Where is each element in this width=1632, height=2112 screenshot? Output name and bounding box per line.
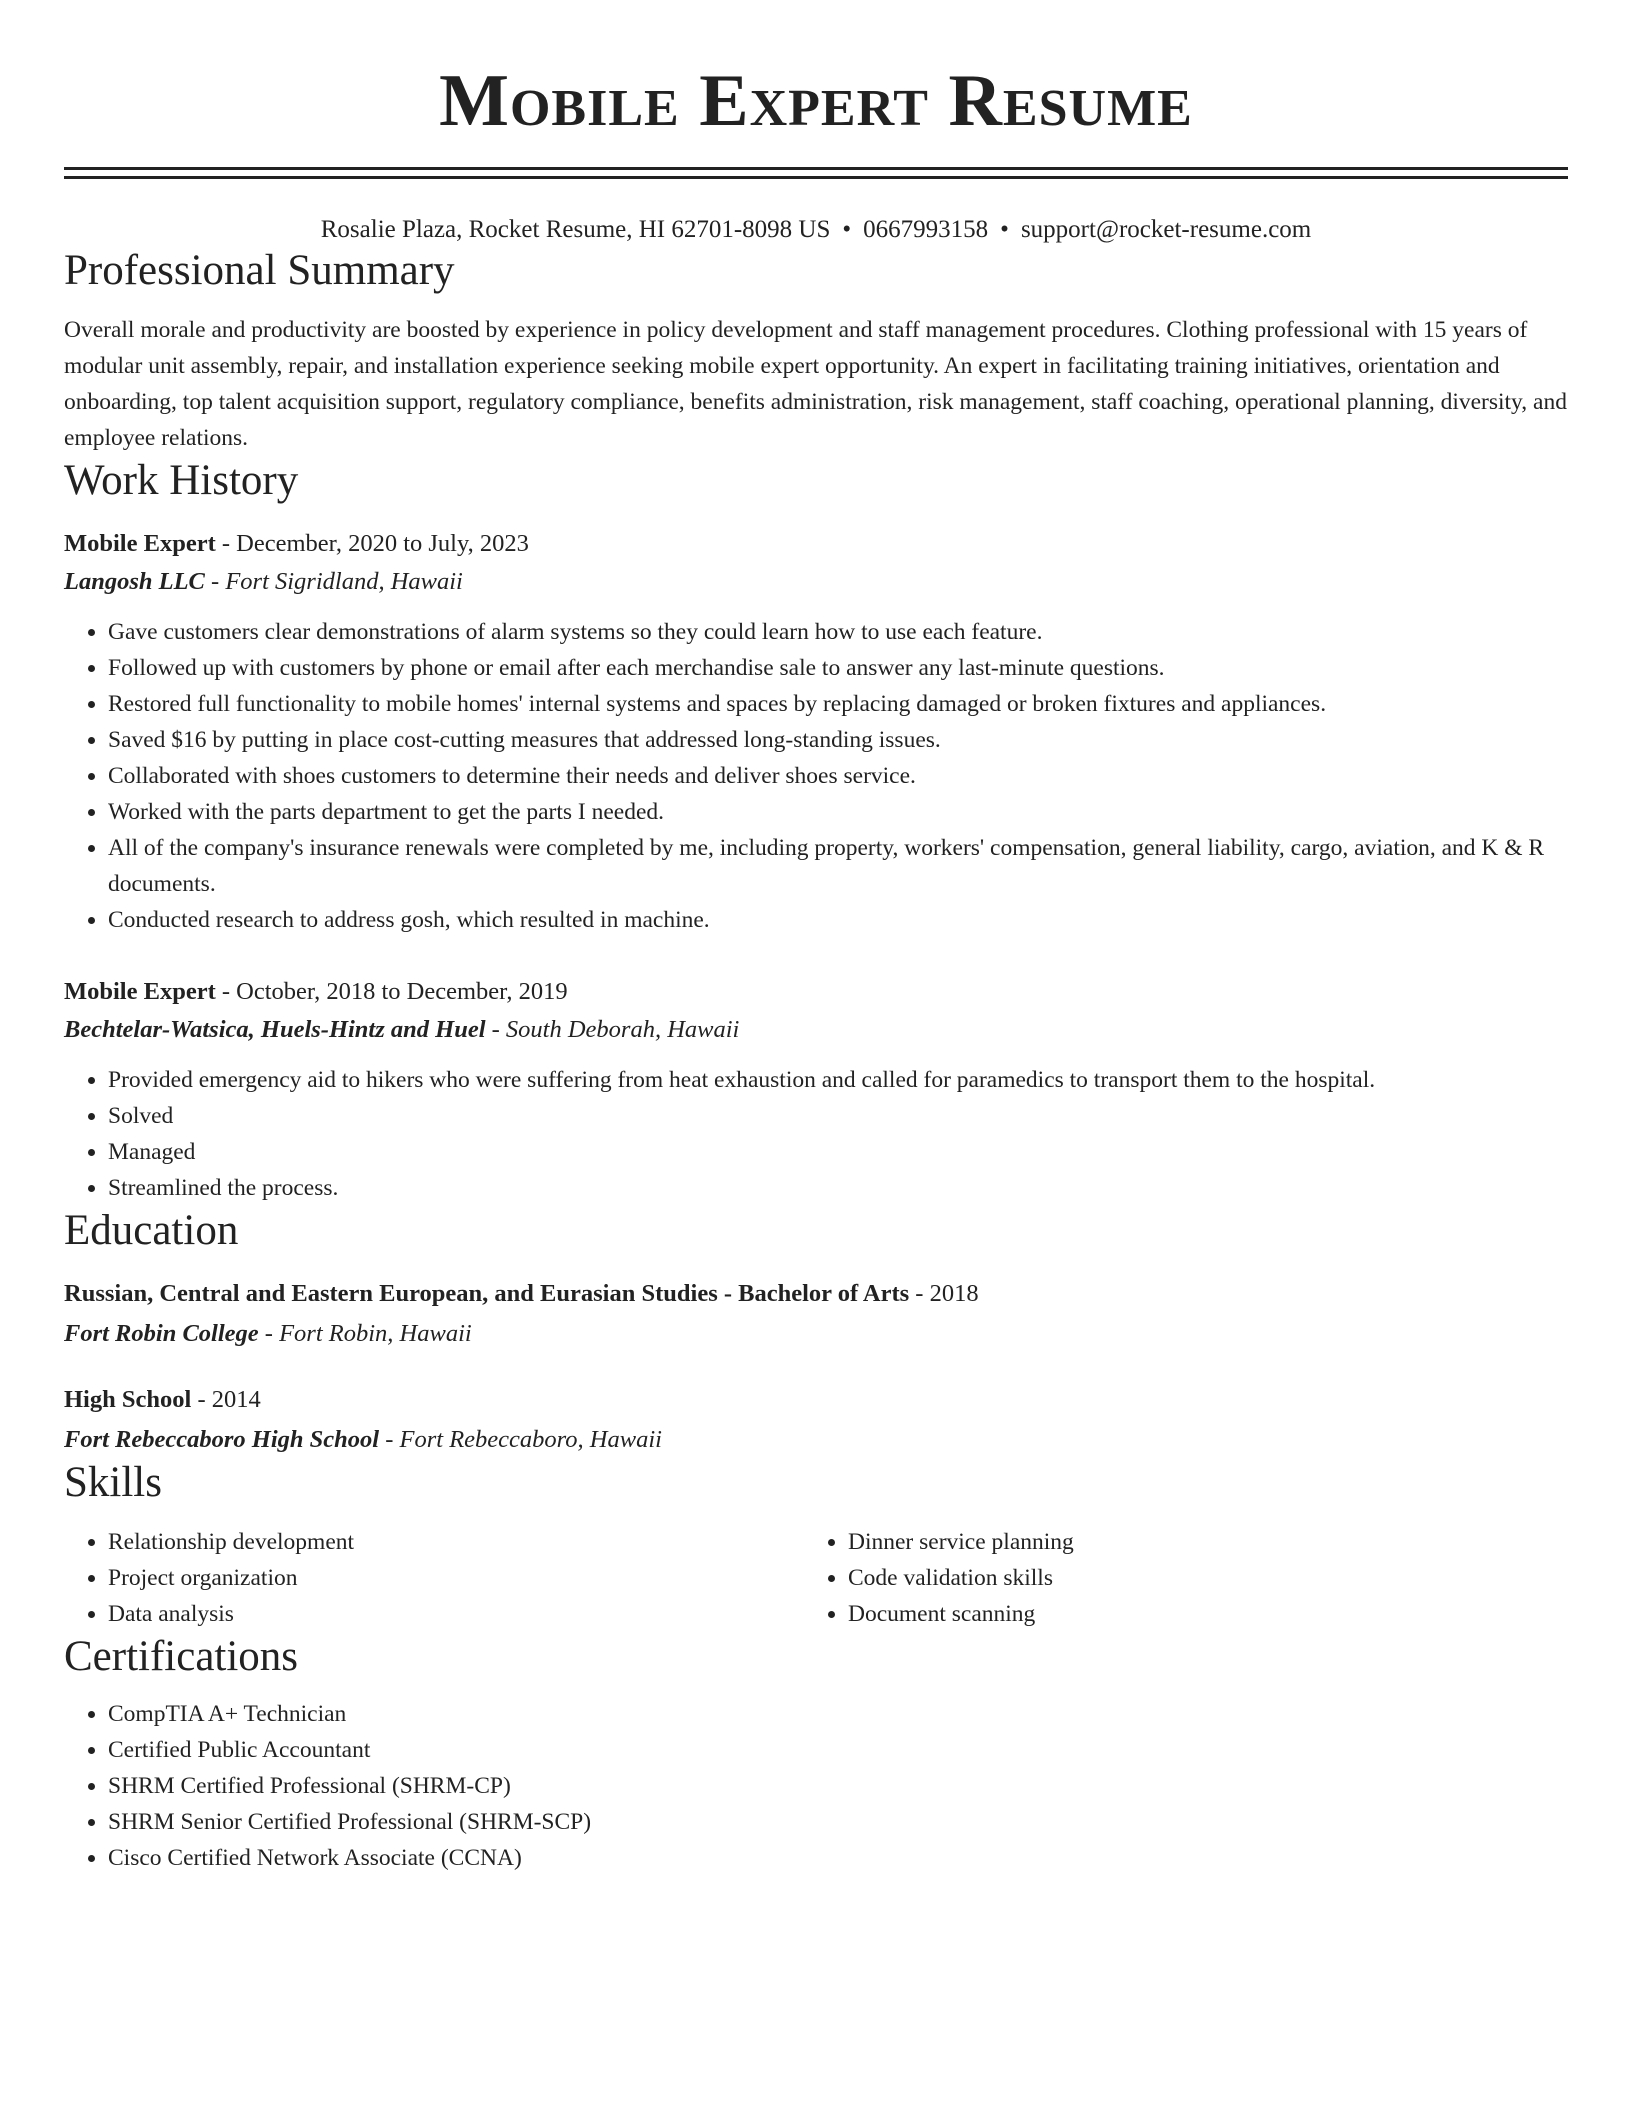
contact-email: support@rocket-resume.com [1020,216,1312,243]
list-item: • Relationship development [108,1524,804,1560]
list-item: • Restored full functionality to mobile homes' internal systems and spaces by replacing damaged or broken fixtures and appliances. [108,686,1568,722]
contact-phone: 0667993158 [863,216,989,243]
job-duties-list [64,614,1568,938]
list-item: • All of the company's insurance renewals were completed by me, including property, workers' compensation, general liability, cargo, aviation, and K & R documents. [108,830,1568,902]
list-item: • Streamlined the process. [108,1170,1568,1206]
education-school-line [64,1422,1568,1458]
job-duties-list [64,1062,1568,1206]
list-item: • Document scanning [848,1596,1544,1632]
job-title: Mobile Expert [64,978,216,1005]
job-company-line [64,564,1568,600]
list-item: • SHRM Senior Certified Professional (SHRM-SCP) [108,1804,1568,1840]
skills-list-left [64,1524,804,1632]
job-entry [64,526,1568,938]
summary-text: Overall morale and productivity are boosted by experience in policy development and staff management procedures. Clothing professional with 15 years of modular unit assembly, repair, and installation experience seeking mobile expert opportunity. An expert in facilitating training initiatives, orientation and onboarding, top talent acquisition support, regulatory compliance, benefits administration, risk management, staff coaching, operational planning, diversity, and employee relations. [64,317,1567,451]
list-item: • Data analysis [108,1596,804,1632]
education-degree: High School [64,1386,192,1413]
summary-heading: Professional Summary [64,247,455,294]
skills-heading: Skills [64,1459,162,1506]
list-item: • Followed up with customers by phone or email after each merchandise sale to answer any last-minute questions. [108,650,1568,686]
job-title-line [64,974,1568,1010]
job-company-line [64,1012,1568,1048]
job-dates: - October, 2018 to December, 2019 [215,978,568,1005]
list-item: • SHRM Certified Professional (SHRM-CP) [108,1768,1568,1804]
certifications-heading: Certifications [64,1633,299,1680]
title-rule-top [64,167,1568,170]
education-school: Fort Robin College [64,1320,259,1347]
education-heading: Education [64,1207,239,1254]
list-item: • Code validation skills [848,1560,1544,1596]
list-item: • CompTIA A+ Technician [108,1696,1568,1732]
work-history-heading: Work History [64,457,299,504]
education-school-line [64,1316,1568,1352]
list-item: • Provided emergency aid to hikers who were suffering from heat exhaustion and called for paramedics to transport them to the hospital. [108,1062,1568,1098]
list-item: • Collaborated with shoes customers to determine their needs and deliver shoes service. [108,758,1568,794]
list-item: • Cisco Certified Network Associate (CCNA) [108,1840,1568,1876]
skills-list-right [804,1524,1544,1632]
contact-address: Rosalie Plaza, Rocket Resume, HI 62701-8098 US [320,216,831,243]
contact-line [64,214,1568,246]
education-degree-line [64,1382,1568,1418]
resume-title: Mobile Expert Resume [439,60,1193,142]
education-entry [64,1382,1568,1458]
list-item: • Worked with the parts department to get the parts I needed. [108,794,1568,830]
education-degree: Russian, Central and Eastern European, and Eurasian Studies - Bachelor of Arts [64,1280,910,1307]
education-location: - Fort Rebeccaboro, Hawaii [379,1426,662,1453]
job-title-line [64,526,1568,562]
job-dates: - December, 2020 to July, 2023 [215,530,529,557]
education-year: - 2018 [909,1280,979,1307]
job-title: Mobile Expert [64,530,216,557]
list-item: • Conducted research to address gosh, which resulted in machine. [108,902,1568,938]
contact-separator: • [842,216,852,243]
contact-separator: • [1000,216,1009,243]
skills-columns [64,1524,1568,1632]
education-year: - 2014 [191,1386,261,1413]
education-school: Fort Rebeccaboro High School [64,1426,380,1453]
job-location: - South Deborah, Hawaii [485,1016,740,1043]
list-item: • Gave customers clear demonstrations of alarm systems so they could learn how to use each feature. [108,614,1568,650]
title-rule-bottom [64,176,1568,179]
list-item: • Saved $16 by putting in place cost-cutting measures that addressed long-standing issues. [108,722,1568,758]
education-location: - Fort Robin, Hawaii [258,1320,472,1347]
list-item: • Solved [108,1098,1568,1134]
job-location: - Fort Sigridland, Hawaii [204,568,463,595]
job-entry [64,974,1568,1206]
list-item: • Dinner service planning [848,1524,1544,1560]
education-degree-line [64,1276,1568,1312]
certifications-list [64,1696,1568,1876]
job-company: Langosh LLC [64,568,205,595]
list-item: • Certified Public Accountant [108,1732,1568,1768]
education-entry [64,1276,1568,1352]
list-item: • Project organization [108,1560,804,1596]
list-item: • Managed [108,1134,1568,1170]
job-company: Bechtelar-Watsica, Huels-Hintz and Huel [64,1016,486,1043]
